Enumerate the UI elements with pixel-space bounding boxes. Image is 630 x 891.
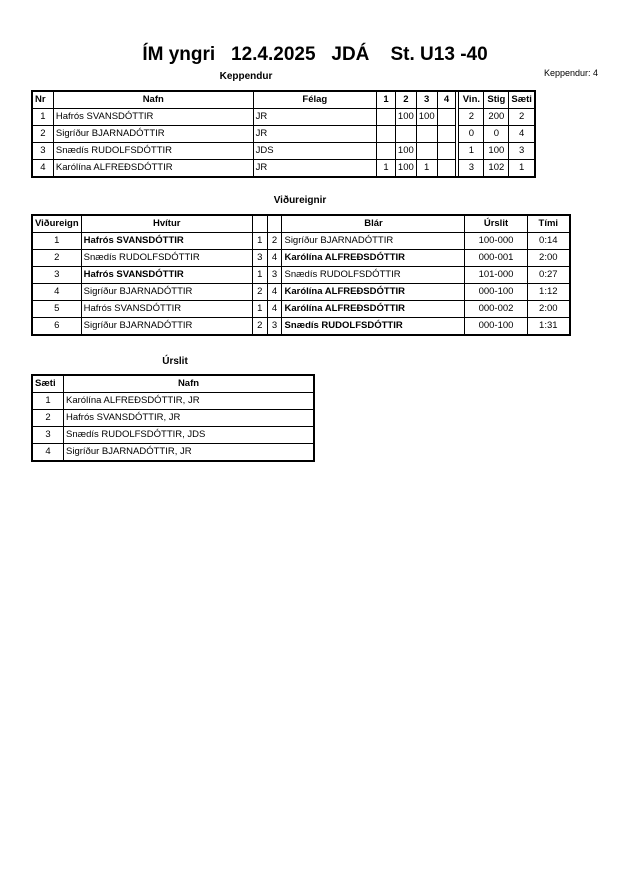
competitors-header-row <box>32 91 535 109</box>
competitor-score-2: 100 <box>395 143 416 160</box>
match-time: 1:31 <box>527 318 570 336</box>
match-row <box>32 250 570 267</box>
match-white-name: Hafrós SVANSDÓTTIR <box>81 267 252 284</box>
competitor-nr: 1 <box>32 109 53 126</box>
match-blue-nr: 3 <box>267 267 282 284</box>
competitor-place: 1 <box>509 160 535 178</box>
result-place: 1 <box>32 393 64 410</box>
result-row <box>32 427 314 444</box>
match-number: 2 <box>32 250 81 267</box>
matches-section-title: Viðureignir <box>273 195 327 206</box>
competitor-score-1 <box>377 109 396 126</box>
match-result: 000-100 <box>465 284 527 301</box>
results-header-row <box>32 375 314 393</box>
competitor-nr: 4 <box>32 160 53 178</box>
match-row <box>32 233 570 250</box>
match-time: 0:14 <box>527 233 570 250</box>
match-white-name: Hafrós SVANSDÓTTIR <box>81 233 252 250</box>
match-number: 6 <box>32 318 81 336</box>
result-row <box>32 410 314 427</box>
match-white-name: Sigríður BJARNADÓTTIR <box>81 318 252 336</box>
match-white-nr: 2 <box>252 318 267 336</box>
match-blue-nr: 4 <box>267 284 282 301</box>
competitor-wins: 2 <box>459 109 484 126</box>
competitor-row <box>32 143 535 160</box>
competitor-place: 3 <box>509 143 535 160</box>
competitor-nr: 2 <box>32 126 53 143</box>
match-time: 2:00 <box>527 250 570 267</box>
competitor-name: Karólína ALFREÐSDÓTTIR <box>53 160 253 178</box>
match-number: 3 <box>32 267 81 284</box>
match-blue-name: Snædís RUDOLFSDÓTTIR <box>282 318 465 336</box>
match-number: 1 <box>32 233 81 250</box>
col-result-place: Sæti <box>32 375 64 393</box>
match-white-name: Hafrós SVANSDÓTTIR <box>81 301 252 318</box>
results-section-title: Úrslit <box>162 356 188 367</box>
match-blue-nr: 4 <box>267 250 282 267</box>
results-table <box>31 374 315 462</box>
competitor-score-4 <box>437 109 456 126</box>
competitor-wins: 3 <box>459 160 484 178</box>
col-match-no: Viðureign <box>32 215 81 233</box>
competitor-name: Snædís RUDOLFSDÓTTIR <box>53 143 253 160</box>
match-blue-name: Sigríður BJARNADÓTTIR <box>282 233 465 250</box>
match-blue-nr: 3 <box>267 318 282 336</box>
col-white-nr <box>252 215 267 233</box>
match-result: 000-100 <box>465 318 527 336</box>
competitor-place: 2 <box>509 109 535 126</box>
match-white-nr: 3 <box>252 250 267 267</box>
col-r2: 2 <box>395 91 416 109</box>
match-blue-name: Karólína ALFREÐSDÓTTIR <box>282 284 465 301</box>
competitor-score-2 <box>395 126 416 143</box>
match-row <box>32 267 570 284</box>
col-blue: Blár <box>282 215 465 233</box>
matches-header-row <box>32 215 570 233</box>
competitor-row <box>32 160 535 178</box>
match-result: 000-001 <box>465 250 527 267</box>
competitor-club: JR <box>253 109 376 126</box>
match-white-nr: 1 <box>252 301 267 318</box>
competitor-place: 4 <box>509 126 535 143</box>
result-name: Snædís RUDOLFSDÓTTIR, JDS <box>64 427 315 444</box>
match-row <box>32 318 570 336</box>
match-row <box>32 301 570 318</box>
col-r4: 4 <box>437 91 456 109</box>
result-name: Karólína ALFREÐSDÓTTIR, JR <box>64 393 315 410</box>
match-time: 2:00 <box>527 301 570 318</box>
match-blue-name: Karólína ALFREÐSDÓTTIR <box>282 250 465 267</box>
competitor-score-2: 100 <box>395 160 416 178</box>
col-result-name: Nafn <box>64 375 315 393</box>
match-white-name: Snædís RUDOLFSDÓTTIR <box>81 250 252 267</box>
result-place: 3 <box>32 427 64 444</box>
competitor-club: JDS <box>253 143 376 160</box>
result-name: Sigríður BJARNADÓTTIR, JR <box>64 444 315 462</box>
col-blue-nr <box>267 215 282 233</box>
col-name: Nafn <box>53 91 253 109</box>
competitor-score-3: 100 <box>416 109 437 126</box>
competitor-name: Sigríður BJARNADÓTTIR <box>53 126 253 143</box>
match-number: 5 <box>32 301 81 318</box>
matches-table <box>31 214 571 336</box>
col-place: Sæti <box>509 91 535 109</box>
competitor-name: Hafrós SVANSDÓTTIR <box>53 109 253 126</box>
competitor-score-1: 1 <box>377 160 396 178</box>
match-white-nr: 1 <box>252 233 267 250</box>
competitor-row <box>32 126 535 143</box>
competitor-score-4 <box>437 160 456 178</box>
competitor-club: JR <box>253 126 376 143</box>
competitor-score-4 <box>437 143 456 160</box>
result-name: Hafrós SVANSDÓTTIR, JR <box>64 410 315 427</box>
match-white-name: Sigríður BJARNADÓTTIR <box>81 284 252 301</box>
match-time: 1:12 <box>527 284 570 301</box>
match-row <box>32 284 570 301</box>
competitor-score-1 <box>377 143 396 160</box>
competitor-score-3 <box>416 143 437 160</box>
competitor-score-3: 1 <box>416 160 437 178</box>
col-wins: Vin. <box>459 91 484 109</box>
competitor-points: 100 <box>484 143 509 160</box>
match-blue-nr: 2 <box>267 233 282 250</box>
competitor-points: 102 <box>484 160 509 178</box>
competitor-score-1 <box>377 126 396 143</box>
match-white-nr: 2 <box>252 284 267 301</box>
match-blue-name: Karólína ALFREÐSDÓTTIR <box>282 301 465 318</box>
col-club: Félag <box>253 91 376 109</box>
match-blue-name: Snædís RUDOLFSDÓTTIR <box>282 267 465 284</box>
result-place: 4 <box>32 444 64 462</box>
competitors-table <box>31 90 536 178</box>
col-r1: 1 <box>377 91 396 109</box>
match-result: 100-000 <box>465 233 527 250</box>
match-blue-nr: 4 <box>267 301 282 318</box>
competitor-points: 0 <box>484 126 509 143</box>
result-row <box>32 444 314 462</box>
competitor-row <box>32 109 535 126</box>
competitors-section-title: Keppendur <box>219 71 273 82</box>
match-result: 000-002 <box>465 301 527 318</box>
match-time: 0:27 <box>527 267 570 284</box>
competitor-wins: 1 <box>459 143 484 160</box>
match-number: 4 <box>32 284 81 301</box>
col-nr: Nr <box>32 91 53 109</box>
result-row <box>32 393 314 410</box>
col-time: Tími <box>527 215 570 233</box>
match-result: 101-000 <box>465 267 527 284</box>
competitor-score-3 <box>416 126 437 143</box>
competitor-score-2: 100 <box>395 109 416 126</box>
competitor-nr: 3 <box>32 143 53 160</box>
result-place: 2 <box>32 410 64 427</box>
match-white-nr: 1 <box>252 267 267 284</box>
col-points: Stig <box>484 91 509 109</box>
competitor-club: JR <box>253 160 376 178</box>
col-r3: 3 <box>416 91 437 109</box>
competitor-score-4 <box>437 126 456 143</box>
col-result: Úrslit <box>465 215 527 233</box>
competitor-count: Keppendur: 4 <box>543 68 598 78</box>
page-title: ÍM yngri 12.4.2025 JDÁ St. U13 -40 <box>142 44 488 65</box>
competitor-wins: 0 <box>459 126 484 143</box>
col-white: Hvítur <box>81 215 252 233</box>
competitor-points: 200 <box>484 109 509 126</box>
